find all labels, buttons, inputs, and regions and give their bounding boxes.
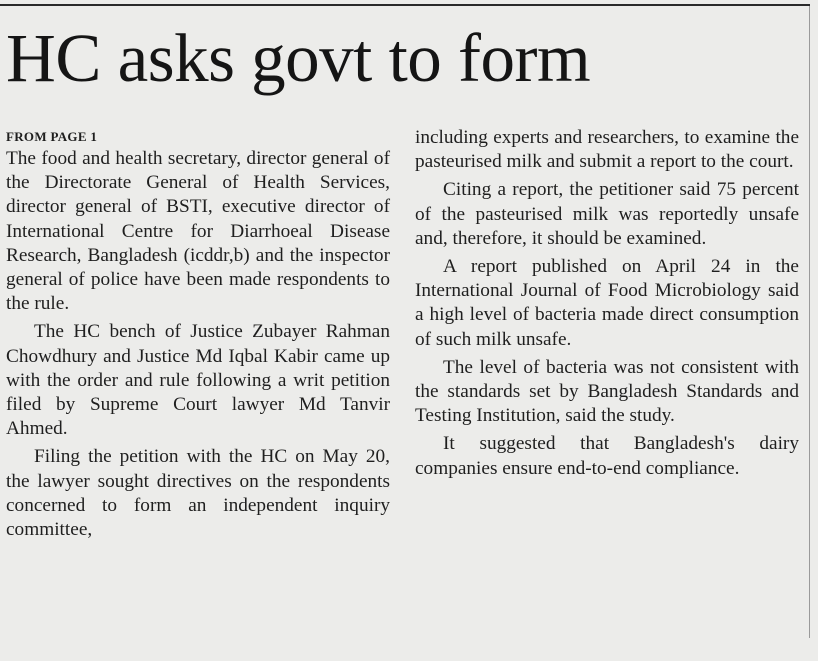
paragraph: Filing the petition with the HC on May 20, the lawyer sought directives on the respondents concerned to form an independent inquiry committee, xyxy=(6,446,390,541)
paragraph: The food and health secretary, director general of the Directorate General of Health Services, director general of BSTI, executive director of International Centre for Diarrhoeal Disease Research, Bangladesh (icddr,b) and the inspector general of police have been made respondents to the rule. xyxy=(6,148,390,315)
left-column xyxy=(6,128,390,542)
paragraph: The level of bacteria was not consistent with the standards set by Bangladesh Standards and Testing Institution, said the study. xyxy=(415,356,799,427)
headline: HC asks govt to form xyxy=(6,20,591,96)
column-rule xyxy=(809,6,810,638)
top-rule xyxy=(0,4,810,6)
paragraph: A report published on April 24 in the International Journal of Food Microbiology said a high level of bacteria made direct consumption of such milk unsafe. xyxy=(415,256,799,350)
right-column xyxy=(415,126,799,481)
paragraph: including experts and researchers, to examine the pasteurised milk and submit a report to the court. xyxy=(415,127,799,173)
paragraph: Citing a report, the petitioner said 75 percent of the pasteurised milk was reportedly unsafe and, therefore, it should be examined. xyxy=(415,179,799,249)
paragraph: The HC bench of Justice Zubayer Rahman Chowdhury and Justice Md Iqbal Kabir came up with the order and rule following a writ petition filed by Supreme Court lawyer Md Tanvir Ahmed. xyxy=(6,321,390,440)
kicker: FROM PAGE 1 xyxy=(6,129,98,144)
paragraph: It suggested that Bangladesh's dairy companies ensure end-to-end compliance. xyxy=(415,433,799,479)
